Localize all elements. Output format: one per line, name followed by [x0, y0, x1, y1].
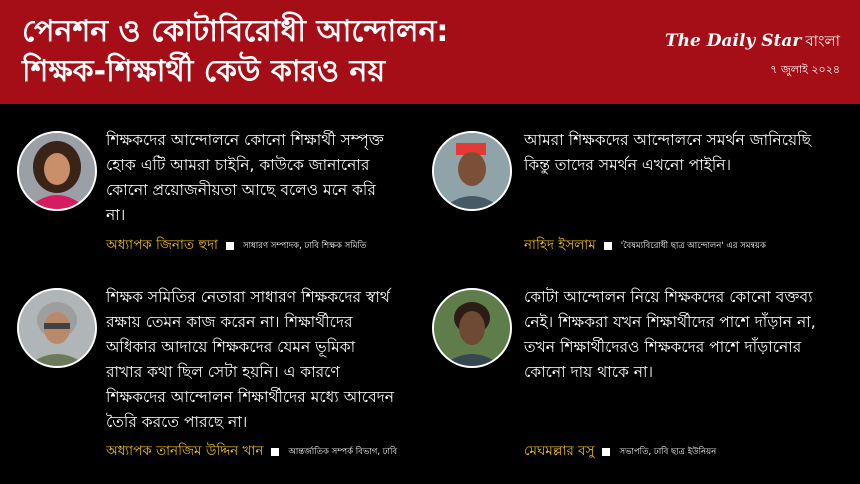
attribution	[106, 234, 366, 257]
daily-star-logo	[665, 30, 840, 55]
attribution	[106, 440, 397, 463]
quote-text: শিক্ষক সমিতির নেতারা সাধারণ শিক্ষকদের স্বার্থ রক্ষায় তেমন কাজ করেন না। শিক্ষার্থীদের অধিকার আদায়ে শিক্ষকদের যেমন ভূমিকা রাখার কথা ছিল সেটা হয়নি। এ কারণে শিক্ষকদের আন্দোলন শিক্ষার্থীদের মধ্যে আবেদন তৈরি করতে পারছে না।	[106, 288, 395, 431]
speaker-role: সভাপতি, ঢাবি ছাত্র ইউনিয়ন	[619, 446, 717, 457]
avatar-photo	[432, 288, 512, 368]
speaker-name: অধ্যাপক তানজিম উদ্দিন খান	[106, 443, 264, 459]
speaker-role: 'বৈষম্যবিরোধী ছাত্র আন্দোলন' এর সমন্বয়ক	[620, 240, 766, 251]
attribution	[524, 234, 766, 257]
quote-text: শিক্ষকদের আন্দোলনে কোনো শিক্ষার্থী সম্পৃক্ত হোক এটি আমরা চাইনি, কাউকে জানানোর কোনো প্রয়োজনীয়তা আছে বলেও মনে করি না।	[106, 131, 384, 224]
person-photo-icon	[19, 133, 95, 209]
headline-line-1: পেনশন ও কোটাবিরোধী আন্দোলন:	[22, 14, 449, 49]
avatar-photo	[17, 131, 97, 211]
logo-bangla: বাংলা	[805, 32, 840, 50]
person-photo-icon	[19, 290, 95, 366]
quote-text: আমরা শিক্ষকদের আন্দোলনে সমর্থন জানিয়েছি কিন্তু তাদের সমর্থন এখনো পাইনি।	[524, 131, 811, 174]
separator-square	[602, 448, 610, 456]
logo-english: The Daily Star	[664, 31, 802, 51]
quote-text: কোটা আন্দোলন নিয়ে শিক্ষকদের কোনো বক্তব্য নেই। শিক্ষকরা যখন শিক্ষার্থীদের পাশে দাঁড়ান না, তখন শিক্ষার্থীদেরও শিক্ষকদের পাশে দাঁড়ানোর কোনো দায় থাকে না।	[524, 288, 816, 381]
speaker-name: অধ্যাপক জিনাত হুদা	[106, 237, 218, 253]
separator-square	[604, 242, 612, 250]
brand-block	[665, 30, 840, 80]
speaker-role: সাধারণ সম্পাদক, ঢাবি শিক্ষক সমিতি	[242, 240, 367, 251]
separator-square	[271, 448, 279, 456]
avatar-photo	[432, 131, 512, 211]
avatar-photo	[17, 288, 97, 368]
speaker-role: আন্তর্জাতিক সম্পর্ক বিভাগ, ঢাবি	[288, 446, 398, 457]
person-photo-icon	[434, 290, 510, 366]
person-photo-icon	[434, 133, 510, 209]
publish-date: ৭ জুলাই ২০২৪	[770, 63, 840, 76]
speaker-name: নাহিদ ইসলাম	[524, 237, 596, 253]
attribution	[524, 440, 716, 463]
headline	[22, 12, 642, 92]
header-banner	[0, 0, 860, 104]
speaker-name: মেঘমল্লার বসু	[524, 443, 595, 459]
separator-square	[226, 242, 234, 250]
headline-line-2: শিক্ষক-শিক্ষার্থী কেউ কারও নয়	[22, 54, 386, 89]
